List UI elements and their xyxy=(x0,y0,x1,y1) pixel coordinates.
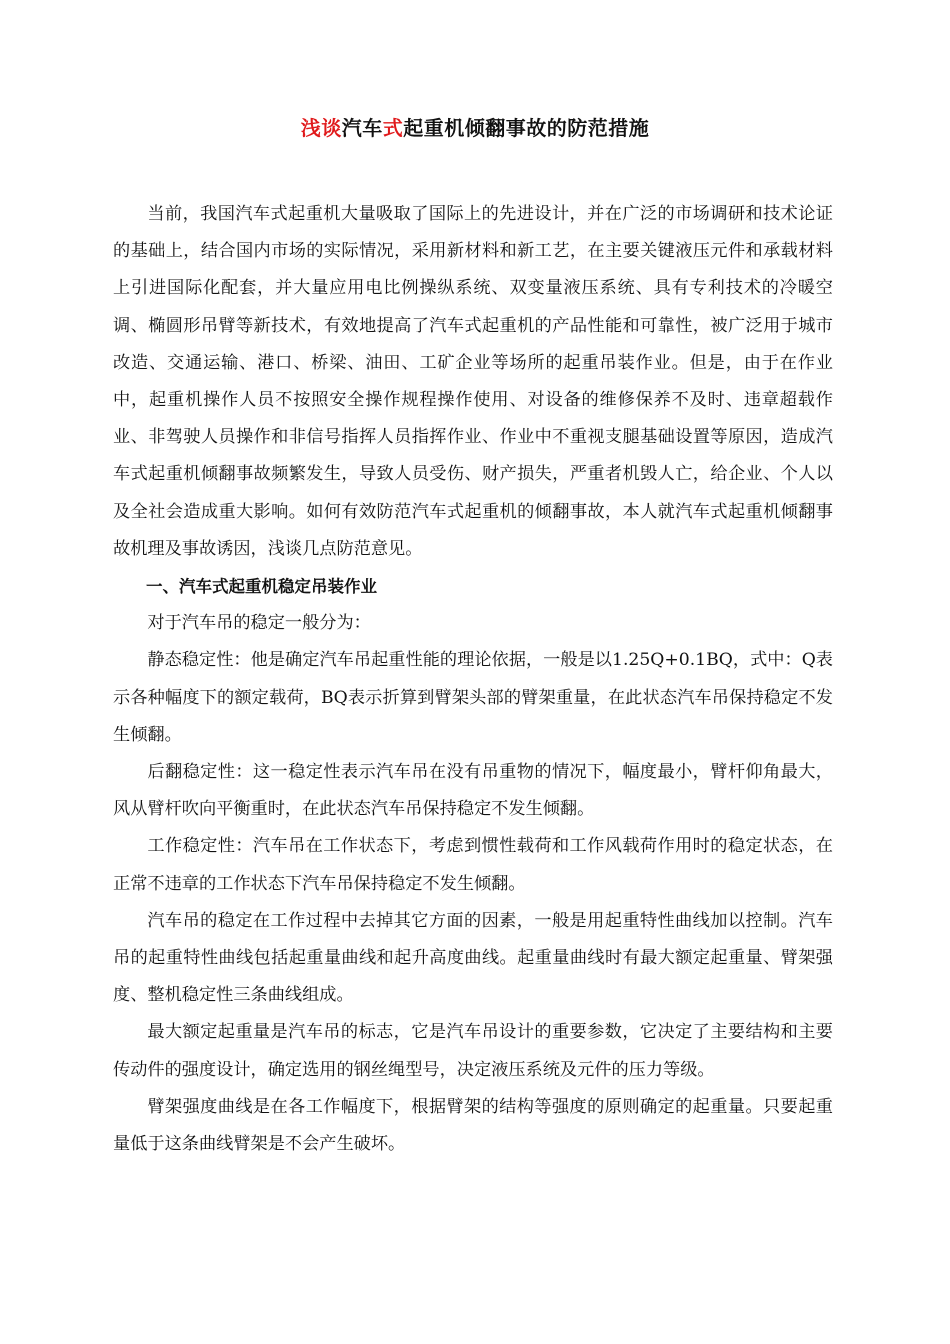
title-highlight-2: 式 xyxy=(382,116,404,140)
paragraph-boom-strength: 臂架强度曲线是在各工作幅度下，根据臂架的结构等强度的原则确定的起重量。只要起重量低于这条曲线臂架是不会产生破坏。 xyxy=(113,1096,833,1155)
document-body xyxy=(113,196,833,1163)
paragraph-static-stability: 静态稳定性：他是确定汽车吊起重性能的理论依据，一般是以1.25Q+0.1BQ，式中：Q表示各种幅度下的额定载荷，BQ表示折算到臂架头部的臂架重量，在此状态汽车吊保持稳定不发生倾翻。 xyxy=(113,650,833,745)
paragraph-lifting-curve: 汽车吊的稳定在工作过程中去掉其它方面的因素，一般是用起重特性曲线加以控制。汽车吊的起重特性曲线包括起重量曲线和起升高度曲线。起重量曲线时有最大额定起重量、臂架强度、整机稳定性三条曲线组成。 xyxy=(113,910,833,1006)
title-segment-4: 起重机倾翻事故的防范措施 xyxy=(403,116,650,140)
title-highlight-1: 浅谈 xyxy=(300,116,342,140)
paragraph-stability-types: 对于汽车吊的稳定一般分为： xyxy=(147,613,371,634)
title-segment-2: 汽车 xyxy=(341,116,383,140)
document-title xyxy=(0,114,950,142)
paragraph-rear-stability: 后翻稳定性：这一稳定性表示汽车吊在没有吊重物的情况下，幅度最小，臂杆仰角最大，风从臂杆吹向平衡重时，在此状态汽车吊保持稳定不发生倾翻。 xyxy=(113,762,833,820)
paragraph-rated-load: 最大额定起重量是汽车吊的标志，它是汽车吊设计的重要参数，它决定了主要结构和主要传动件的强度设计，确定选用的钢丝绳型号，决定液压系统及元件的压力等级。 xyxy=(113,1022,833,1080)
paragraph-intro: 当前，我国汽车式起重机大量吸取了国际上的先进设计，并在广泛的市场调研和技术论证的基础上，结合国内市场的实际情况，采用新材料和新工艺，在主要关键液压元件和承载材料上引进国际化配套，并大量应用电比例操纵系统、双变量液压系统、具有专利技术的冷暖空调、椭圆形吊臂等新技术，有效地提高了汽车式起重机的产品性能和可靠性，被广泛用于城市改造、交通运输、港口、桥梁、油田、工矿企业等场所的起重吊装作业。但是，由于在作业中，起重机操作人员不按照安全操作规程操作使用、对设备的维修保养不及时、违章超载作业、非驾驶人员操作和非信号指挥人员指挥作业、作业中不重视支腿基础设置等原因，造成汽车式起重机倾翻事故频繁发生，导致人员受伤、财产损失，严重者机毁人亡，给企业、个人以及全社会造成重大影响。如何有效防范汽车式起重机的倾翻事故，本人就汽车式起重机倾翻事故机理及事故诱因，浅谈几点防范意见。 xyxy=(113,204,833,559)
section-heading: 一、汽车式起重机稳定吊装作业 xyxy=(146,577,377,597)
paragraph-working-stability: 工作稳定性：汽车吊在工作状态下，考虑到惯性载荷和工作风载荷作用时的稳定状态，在正常不违章的工作状态下汽车吊保持稳定不发生倾翻。 xyxy=(113,836,833,894)
